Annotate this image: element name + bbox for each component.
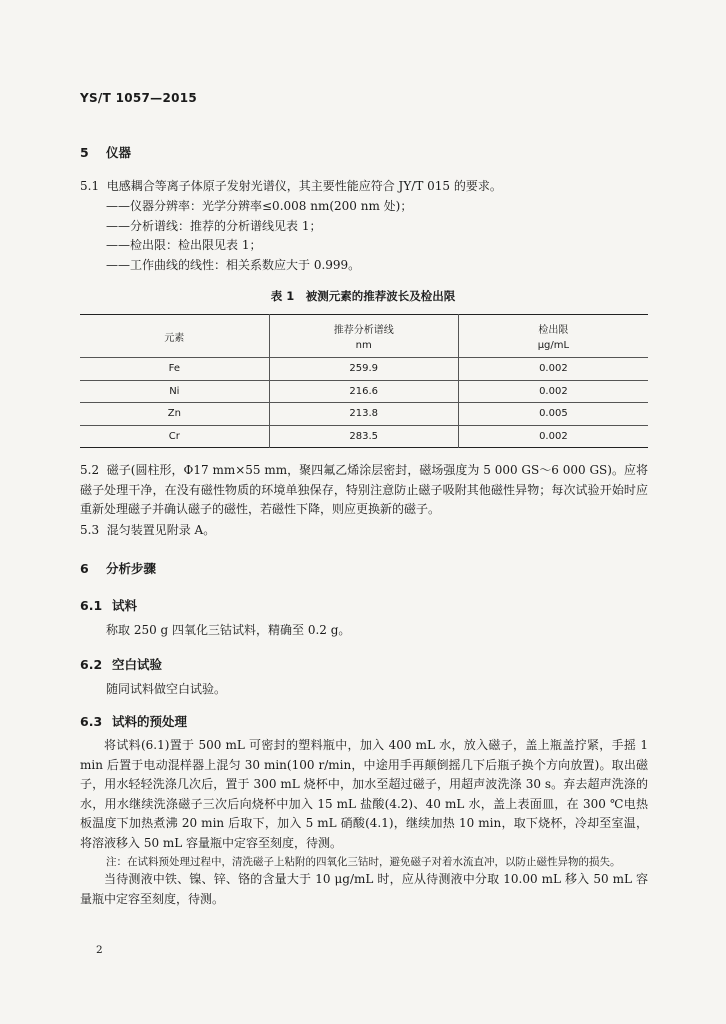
- table-1-caption: 表 1 被测元素的推荐波长及检出限: [270, 289, 456, 303]
- table-row: [80, 380, 648, 403]
- section-title: 试料的预处理: [112, 714, 188, 729]
- clause-5-3: [80, 521, 215, 541]
- section-number: 6.2: [80, 657, 103, 672]
- table-row: [80, 425, 648, 448]
- bullet-item: ——仪器分辨率：光学分辨率≤0.008 nm(200 nm 处)；: [106, 199, 413, 213]
- paragraph: 将试料(6.1)置于 500 mL 可密封的塑料瓶中，加入 400 mL 水，放入磁子，盖上瓶盖拧紧，手摇 1 min 后置于电动混样器上混匀 30 min(100 r/min，中途用手再颠倒摇几下后瓶子换个方向放置)。取出磁子，用水轻轻洗涤几次后，置于 300 mL 烧杯中，加水至超过磁子，用超声波洗涤 30 s。弃去超声洗涤的水，用水继续洗涤磁子三次后向烧杯中加入 15 mL 盐酸(4.2)、40 mL 水，盖上表面皿，在 300 ℃电热板温度下加热煮沸 20 min 后取下，加入 5 mL 硝酸(4.1)，继续加热 10 min，取下烧杯，冷却至室温，将溶液移入 50 mL 容量瓶中定容至刻度，待测。: [80, 738, 648, 850]
- paragraph: 当待测液中铁、镍、锌、铬的含量大于 10 μg/mL 时，应从待测液中分取 10.00 mL 移入 50 mL 容量瓶中定容至刻度，待测。: [80, 872, 648, 906]
- table-row: [80, 358, 648, 381]
- section-number: 6.3: [80, 714, 103, 729]
- cell-element: Fe: [80, 358, 269, 381]
- bullet-item: ——工作曲线的线性：相关系数应大于 0.999。: [106, 258, 361, 272]
- bullet-item: ——分析谱线：推荐的分析谱线见表 1；: [106, 219, 322, 233]
- section-6-3-heading: [80, 712, 187, 730]
- header-limit-unit: μg/mL: [537, 340, 570, 351]
- section-title: 空白试验: [112, 657, 163, 672]
- section-number: 5: [80, 145, 89, 160]
- cell-element: Cr: [80, 425, 269, 448]
- cell-wavelength: 213.8: [269, 403, 458, 426]
- cell-limit: 0.002: [458, 380, 648, 403]
- table-row: [80, 403, 648, 426]
- table-1: [80, 314, 648, 448]
- section-number: 6: [80, 561, 89, 576]
- bullet-item: ——检出限：检出限见表 1；: [106, 238, 262, 252]
- section-number: 6.1: [80, 598, 103, 613]
- clause-number: 5.1: [80, 179, 100, 193]
- section-5-heading: [80, 143, 131, 161]
- header-detection-limit: 检出限 μg/mL: [458, 315, 648, 358]
- clause-number: 5.2: [80, 463, 100, 477]
- cell-wavelength: 259.9: [269, 358, 458, 381]
- page-number: 2: [96, 944, 103, 956]
- header-wavelength: 推荐分析谱线 nm: [269, 315, 458, 358]
- section-title: 仪器: [106, 145, 132, 160]
- clause-5-2: [80, 461, 648, 520]
- standard-code-header: YS/T 1057—2015: [80, 91, 198, 105]
- cell-element: Zn: [80, 403, 269, 426]
- section-title: 试料: [112, 598, 138, 613]
- clause-number: 5.3: [80, 523, 100, 537]
- header-element: 元素: [80, 315, 269, 358]
- section-title: 分析步骤: [106, 561, 157, 576]
- cell-limit: 0.002: [458, 425, 648, 448]
- cell-wavelength: 216.6: [269, 380, 458, 403]
- section-6-1-heading: [80, 596, 137, 614]
- paragraph: 随同试料做空白试验。: [106, 682, 227, 696]
- section-6-heading: [80, 559, 156, 577]
- cell-limit: 0.002: [458, 358, 648, 381]
- paragraph: 称取 250 g 四氧化三钴试料，精确至 0.2 g。: [106, 623, 351, 637]
- clause-text: 磁子(圆柱形，Φ17 mm×55 mm，聚四氟乙烯涂层密封，磁场强度为 5 000 GS～6 000 GS)。应将磁子处理干净，在没有磁性物质的环境单独保存，特别注意防止磁子吸附其他磁性异物；每次试验开始时应重新处理磁子并确认磁子的磁性，若磁性下降，则应更换新的磁子。: [80, 463, 648, 517]
- clause-text: 电感耦合等离子体原子发射光谱仪，其主要性能应符合 JY/T 015 的要求。: [106, 179, 502, 193]
- section-6-2-heading: [80, 655, 162, 673]
- header-wavelength-unit: nm: [355, 340, 372, 351]
- cell-wavelength: 283.5: [269, 425, 458, 448]
- table-header-row: [80, 315, 648, 358]
- clause-text: 混匀装置见附录 A。: [106, 523, 216, 537]
- clause-5-1: [80, 177, 502, 197]
- cell-element: Ni: [80, 380, 269, 403]
- cell-limit: 0.005: [458, 403, 648, 426]
- note: 注：在试料预处理过程中，清洗磁子上粘附的四氧化三钴时，避免磁子对着水流直冲，以防止磁性异物的损失。: [106, 856, 621, 868]
